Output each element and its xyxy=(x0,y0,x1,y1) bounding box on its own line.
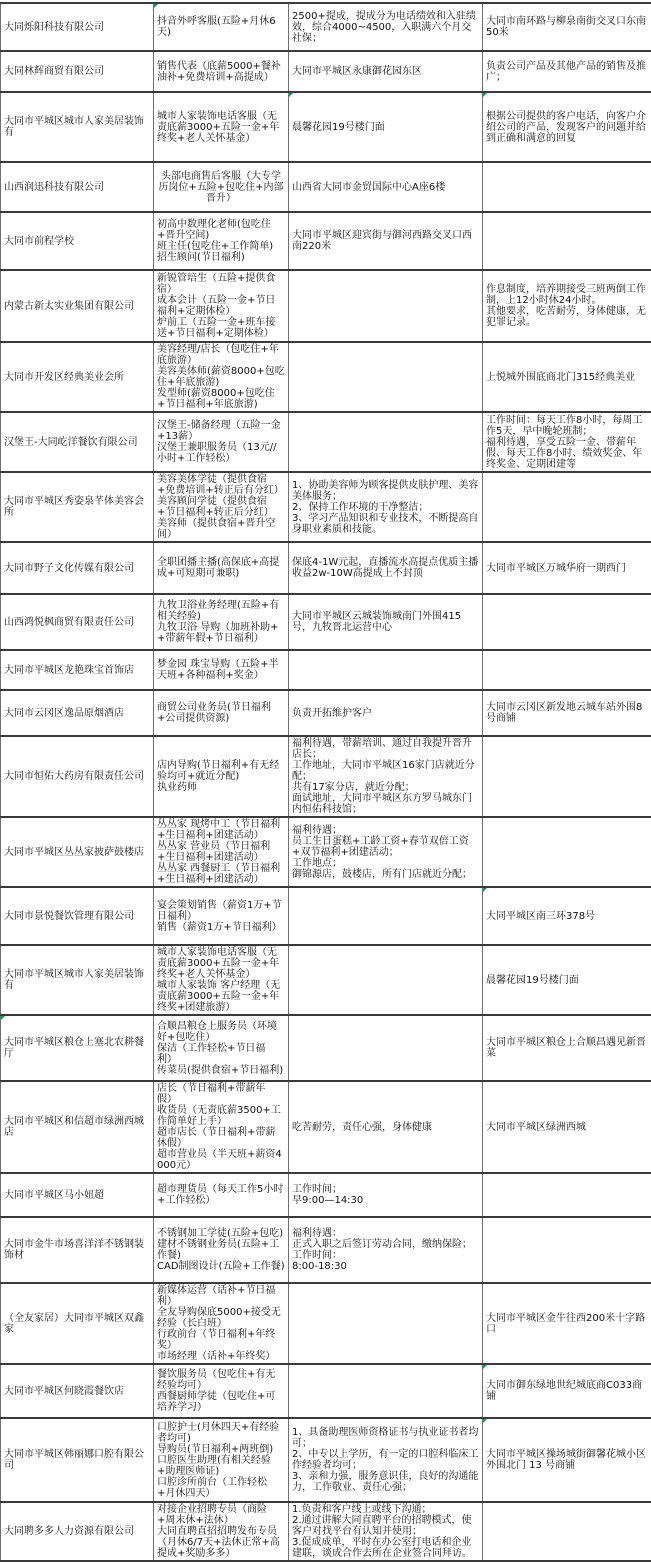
cell-text: 丛丛家 现烤中工（节日福利+生日福利+团建活动） 丛丛家 营业员（节日福利+生日福利+团建活动） 丛丛家 西餐厨工（节日福利+生日福利+团建活动） xyxy=(157,819,281,885)
company-name-cell[interactable] xyxy=(1,1173,154,1217)
cell-text: 根据公司提供的客户电话，向客户介绍公司的产品，发现客户的问题并给到正确和满意的回复 xyxy=(486,110,646,144)
job-listings-table xyxy=(0,2,651,1562)
cell-text: 大同市平城区粮仓上塞北农耕餐厅 xyxy=(4,1037,144,1059)
cell-text: 晨馨花园19号楼门面 xyxy=(486,974,579,986)
cell-text: 山西省大同市金贸国际中心A座6楼 xyxy=(292,181,446,193)
cell-text: 大同市平城区龙艳珠宝首饰店 xyxy=(4,664,134,676)
company-name-cell[interactable] xyxy=(1,736,154,817)
cell-text: 销售代表（底薪5000+餐补油补+免费培训+高提成） xyxy=(157,60,281,83)
address-cell[interactable] xyxy=(483,1283,651,1364)
cell-text: 大同聘多多人力资源有限公司 xyxy=(4,1526,134,1537)
job-detail-cell[interactable] xyxy=(289,736,483,817)
cell-text: 大同市平城区和信超市绿洲西城店 xyxy=(4,1116,144,1138)
cell-text: 大同平城区南三环378号 xyxy=(486,910,596,922)
position-benefits-cell[interactable] xyxy=(154,342,289,412)
position-benefits-cell[interactable] xyxy=(154,162,289,212)
company-name-cell[interactable] xyxy=(1,270,154,342)
cell-text: 1、协助美容师为顾客提供皮肤护理、美容美体服务； 2、保持工作环境的干净整洁； 3、学习产品知识和专业技术，不断提高自身职业素质和技能。 xyxy=(292,479,479,535)
cell-text: 大同市平城区城市人家美居装饰有 xyxy=(4,116,144,138)
table-row xyxy=(1,1173,651,1217)
table-row xyxy=(1,690,651,736)
cell-text: 大同市平城区永康御花园东区 xyxy=(292,66,422,77)
company-name-cell[interactable] xyxy=(1,887,154,945)
position-benefits-cell[interactable] xyxy=(154,650,289,690)
cell-text: 福利待遇： 正式入职之后签订劳动合同，缴纳保险； 工作时间： 8:00-18:30 xyxy=(292,1228,472,1272)
position-benefits-cell[interactable] xyxy=(154,92,289,162)
table-row xyxy=(1,945,651,1015)
cell-text: 晨馨花园19号楼门面 xyxy=(292,121,385,133)
cell-text: 上悦城外围底商北门315经典美业 xyxy=(486,371,636,383)
company-name-cell[interactable] xyxy=(1,162,154,212)
job-detail-cell[interactable] xyxy=(289,945,483,1015)
address-cell[interactable] xyxy=(483,650,651,690)
job-detail-cell[interactable] xyxy=(289,212,483,270)
table-row xyxy=(1,342,651,412)
company-name-cell[interactable] xyxy=(1,412,154,472)
company-name-cell[interactable] xyxy=(1,342,154,412)
cell-text: 大同市恒佑大药房有限责任公司 xyxy=(4,771,144,782)
position-benefits-cell[interactable] xyxy=(154,1173,289,1217)
cell-text: 工作时间：每天工作8小时，每周工作5天，早中晚轮班制； 福利待遇，享受五险一金、带薪年假、每天工作8小时、绩效奖金、年终奖金、定期团建等 xyxy=(486,414,643,470)
cell-text: 大同市平城区韩丽娜口腔有限公司 xyxy=(4,1449,144,1471)
table-row xyxy=(1,212,651,270)
position-benefits-cell[interactable] xyxy=(154,1217,289,1283)
company-name-cell[interactable] xyxy=(1,1217,154,1283)
address-cell[interactable] xyxy=(483,690,651,736)
cell-text: 大同市平城区丛丛家披萨鼓楼店 xyxy=(4,846,144,858)
company-name-cell[interactable] xyxy=(1,650,154,690)
cell-text: 大同市平城区秀姿泉芊体美容会所 xyxy=(4,496,144,518)
cell-text: 餐饮服务员（包吃住+有无经验均可） 西餐厨师学徒（包吃住+可培养学习） xyxy=(157,1369,276,1413)
cell-text: 抖音外呼客服(五险+月休6天) xyxy=(157,16,276,38)
address-cell[interactable] xyxy=(483,162,651,212)
table-row xyxy=(1,650,651,690)
table-row xyxy=(1,412,651,472)
cell-text: 大同市平城区万城华府一期西门 xyxy=(486,562,626,574)
cell-text: 大同市平城区云城装饰城南门外围415号，九牧晋北运营中心 xyxy=(292,611,462,633)
job-detail-cell[interactable] xyxy=(289,162,483,212)
position-benefits-cell[interactable] xyxy=(154,1364,289,1418)
company-name-cell[interactable] xyxy=(1,1081,154,1173)
address-cell[interactable] xyxy=(483,92,651,162)
address-cell[interactable] xyxy=(483,817,651,887)
cell-text: 大同烁阳科技有限公司 xyxy=(4,21,104,33)
cell-text: 大同市云冈区新发地云城车站外围8号商铺 xyxy=(486,702,643,724)
cell-text: 城市人家装饰电话客服（无责底薪3000+五险一金+年终奖+老人关怀基金） 城市人家装饰 客户经理（无责底薪3000+五险一金+年终奖+团建旅游） xyxy=(157,947,281,1013)
job-detail-cell[interactable] xyxy=(289,1015,483,1081)
company-name-cell[interactable] xyxy=(1,1364,154,1418)
table-row xyxy=(1,1364,651,1418)
cell-text: 1、具备助理医师资格证书与执业证书者均可； 2、中专以上学历，有一定的口腔科临床工作经验者均可； 3、亲和力强，服务意识佳，良好的沟通能力，工作敬业、责任心强； xyxy=(292,1427,479,1493)
job-detail-cell[interactable] xyxy=(289,472,483,542)
cell-text: 全职团播主播(高保底+高提成+可短期可兼职) xyxy=(157,557,280,579)
cell-text: 负责开拓维护客户 xyxy=(292,707,372,719)
company-name-cell[interactable] xyxy=(1,92,154,162)
cell-text: 店长（节日福利+带薪年假） 收货员（无责底薪3500+工作简单好上手） 超市店长（节日福利+带薪休假） 超市营业员（半天班+薪资4000元） xyxy=(157,1083,282,1171)
cell-text: 大同市金牛市场喜洋洋不锈钢装饰材 xyxy=(4,1239,144,1261)
cell-text: 大同市御东绿地世纪城底商C033商铺 xyxy=(486,1380,643,1402)
cell-text: 负责公司产品及其他产品的销售及推广； xyxy=(486,60,646,83)
job-detail-cell[interactable] xyxy=(289,412,483,472)
job-detail-cell[interactable] xyxy=(289,92,483,162)
cell-text: 合顺昌粮仓上服务员（环境好+包吃住） 保洁（工作轻松+节日福利） 传菜员(提供食宿+节日福利) xyxy=(157,1020,284,1076)
cell-text: 大同市平城区金牛往西200米十字路口 xyxy=(486,1312,646,1335)
address-cell[interactable] xyxy=(483,1418,651,1502)
position-benefits-cell[interactable] xyxy=(154,1015,289,1081)
cell-text: 梦金园 珠宝导购（五险+半天班+各种福利+奖金） xyxy=(157,659,279,681)
cell-text: 汉堡王-大同屹洋餐饮有限公司 xyxy=(4,436,138,448)
table-row xyxy=(1,542,651,594)
cell-text: 大同市平城区何晓霞餐饮店 xyxy=(4,1385,124,1397)
cell-text: 新媒体运营（话补+节日福利） 全友导购保底5000+接受无经验（长白班） 行政前台（节日福利+年终奖） 市场经理（话补+年终奖） xyxy=(157,1285,281,1362)
cell-text: 大同市平城区粮仓上合顺昌遇见新晋菜 xyxy=(486,1037,646,1059)
position-benefits-cell[interactable] xyxy=(154,270,289,342)
cell-text: （全友家居）大同市平城区双鑫家 xyxy=(4,1312,144,1335)
position-benefits-cell[interactable] xyxy=(154,51,289,92)
cell-text: 大同林辉商贸有限公司 xyxy=(4,66,104,77)
position-benefits-cell[interactable] xyxy=(154,1283,289,1364)
table-row xyxy=(1,1081,651,1173)
address-cell[interactable] xyxy=(483,472,651,542)
job-detail-cell[interactable] xyxy=(289,270,483,342)
cell-text: 大同市云冈区逸品原烟酒店 xyxy=(4,707,124,719)
position-benefits-cell[interactable] xyxy=(154,945,289,1015)
job-detail-cell[interactable] xyxy=(289,3,483,51)
table-row xyxy=(1,817,651,887)
cell-text: 大同市野子文化传媒有限公司 xyxy=(4,562,134,574)
table-row xyxy=(1,1283,651,1364)
table-row xyxy=(1,736,651,817)
address-cell[interactable] xyxy=(483,412,651,472)
job-detail-cell[interactable] xyxy=(289,1173,483,1217)
position-benefits-cell[interactable] xyxy=(154,1081,289,1173)
position-benefits-cell[interactable] xyxy=(154,472,289,542)
table-row xyxy=(1,92,651,162)
job-detail-cell[interactable] xyxy=(289,1418,483,1502)
address-cell[interactable] xyxy=(483,270,651,342)
cell-text: 大同市平城区迎宾街与御河西路交叉口西南220米 xyxy=(292,230,472,252)
company-name-cell[interactable] xyxy=(1,472,154,542)
position-benefits-cell[interactable] xyxy=(154,212,289,270)
table-row xyxy=(1,1015,651,1081)
cell-text: 山西鸿悦枫商贸有限责任公司 xyxy=(4,616,134,628)
company-name-cell[interactable] xyxy=(1,1418,154,1502)
job-detail-cell[interactable] xyxy=(289,887,483,945)
address-cell[interactable] xyxy=(483,51,651,92)
cell-text: 内蒙古新太实业集团有限公司 xyxy=(4,300,134,312)
cell-text: 大同市平城区绿洲西城 xyxy=(486,1121,586,1133)
job-detail-cell[interactable] xyxy=(289,342,483,412)
position-benefits-cell[interactable] xyxy=(154,594,289,650)
position-benefits-cell[interactable] xyxy=(154,3,289,51)
address-cell[interactable] xyxy=(483,212,651,270)
address-cell[interactable] xyxy=(483,1364,651,1418)
cell-text: 美容美体学徒（提供食宿+免费培训+转正后有分红） 美容顾问学徒（提供食宿+节日福利+转正后分红） 美容师（提供食宿+晋升空间） xyxy=(157,474,284,540)
address-cell[interactable] xyxy=(483,1015,651,1081)
job-detail-cell[interactable] xyxy=(289,1283,483,1364)
cell-text: 大同市景悦餐饮管理有限公司 xyxy=(4,910,134,922)
position-benefits-cell[interactable] xyxy=(154,887,289,945)
company-name-cell[interactable] xyxy=(1,51,154,92)
job-detail-cell[interactable] xyxy=(289,542,483,594)
cell-text: 商贸公司业务员(节日福利+公司提供资源) xyxy=(157,702,271,724)
cell-text: 1.负责和客户线上或线下沟通； 2.通过讲解大同直聘平台的招聘模式，使客户对找平台有认知并使用； 3.促成成单，平时在办公室打电话和企业建联，谈成合作去所在企业签合同拜访。 xyxy=(292,1504,472,1559)
company-name-cell[interactable] xyxy=(1,1283,154,1364)
job-detail-cell[interactable] xyxy=(289,1081,483,1173)
cell-text: 吃苦耐劳，责任心强，身体健康 xyxy=(292,1121,432,1133)
address-cell[interactable] xyxy=(483,3,651,51)
position-benefits-cell[interactable] xyxy=(154,690,289,736)
cell-text: 大同市开发区经典美业会所 xyxy=(4,371,124,383)
cell-text: 大同市平城区马小妞超 xyxy=(4,1189,104,1201)
position-benefits-cell[interactable] xyxy=(154,736,289,817)
cell-text: 头部电商售后客服（大专学历岗位+五险+包吃住+内部晋升） xyxy=(158,170,284,204)
position-benefits-cell[interactable] xyxy=(154,412,289,472)
cell-text: 初高中数理化老师(包吃住+晋升空间) 班主任(包吃住+工作简单) 招生顾问(节日福利) xyxy=(157,219,274,263)
job-detail-cell[interactable] xyxy=(289,650,483,690)
cell-text: 不锈钢加工学徒(五险+包吃) 建材不锈钢业务员(五险+工作餐) CAD制图设计(五险+工作餐) xyxy=(157,1228,285,1272)
job-detail-cell[interactable] xyxy=(289,817,483,887)
cell-text: 福利待遇，带薪培训、通过自我提升晋升店长； 工作地址，大同市平城区16家门店就近分配； 共有17家分店，就近分配； 面试地址，大同市平城区东方罗马城东门内恒佑科技馆； xyxy=(292,738,475,815)
address-cell[interactable] xyxy=(483,945,651,1015)
cell-text: 口腔护士(月休四天+有经验者均可) 导购员(节日福利+两班倒) 口腔医生助理(有相关经验+助理医师证) 口腔诊所前台（工作轻松+月休四天） xyxy=(157,1421,280,1499)
address-cell[interactable] xyxy=(483,1173,651,1217)
table-row xyxy=(1,51,651,92)
company-name-cell[interactable] xyxy=(1,1502,154,1561)
company-name-cell[interactable] xyxy=(1,690,154,736)
table-row xyxy=(1,1217,651,1283)
company-name-cell[interactable] xyxy=(1,594,154,650)
table-row xyxy=(1,3,651,51)
cell-text: 大同市南环路与柳泉南街交叉口东南50米 xyxy=(486,16,646,38)
table-row xyxy=(1,270,651,342)
cell-text: 九牧卫浴业务经理(五险+有相关经验) 九牧卫浴 导购（加班补助++带薪年假+节日福利） xyxy=(157,600,280,644)
cell-text: 大同市前程学校 xyxy=(4,235,74,247)
table-row xyxy=(1,162,651,212)
table-row xyxy=(1,1502,651,1561)
table-row xyxy=(1,1418,651,1502)
job-detail-cell[interactable] xyxy=(289,1502,483,1561)
cell-text: 作息制度，培养期接受三班两倒工作制，上12小时休24小时。 其他要求，吃苦耐劳，身体健康，无犯罪记录。 xyxy=(486,284,646,328)
company-name-cell[interactable] xyxy=(1,542,154,594)
job-detail-cell[interactable] xyxy=(289,1217,483,1283)
cell-text: 山西润迅科技有限公司 xyxy=(4,181,104,193)
address-cell[interactable] xyxy=(483,1217,651,1283)
company-name-cell[interactable] xyxy=(1,3,154,51)
cell-text: 大同市平城区操场城街御馨花城小区外围北门 13 号商铺 xyxy=(486,1449,646,1471)
job-detail-cell[interactable] xyxy=(289,51,483,92)
table-row xyxy=(1,887,651,945)
table-row xyxy=(1,594,651,650)
cell-text: 超市理货员（每天工作5小时+工作轻松） xyxy=(157,1184,284,1206)
cell-text: 福利待遇； 员工生日蛋糕+工龄工资+春节双倍工资+双节福利+团建活动； 工作地点； 御锦源店，鼓楼店，所有门店就近分配； xyxy=(292,824,472,880)
cell-text: 城市人家装饰电话客服（无责底薪3000+五险一金+年终奖+老人关怀基金） xyxy=(157,110,280,144)
address-cell[interactable] xyxy=(483,594,651,650)
cell-text: 汉堡王-储备经理（五险一金+13薪） 汉堡王兼职服务员（13元//小时+工作轻松） xyxy=(157,420,281,464)
address-cell[interactable] xyxy=(483,542,651,594)
cell-text: 美容经理/店长（包吃住+年底旅游） 美容美体师(薪资8000+包吃住+年底旅游) 发型师(薪资8000+包吃住+节日福利+年底旅游) xyxy=(157,344,285,410)
address-cell[interactable] xyxy=(483,1502,651,1561)
job-detail-cell[interactable] xyxy=(289,690,483,736)
cell-text: 店内导购(节日福利+有无经验均可+就近分配) 执业药师 xyxy=(157,760,280,793)
table-row xyxy=(1,472,651,542)
cell-text: 保底4-1W元起，直播流水高提点优质主播收益2w-10W高提成上不封顶 xyxy=(292,557,479,579)
cell-text: 对接企业招聘专员（商险+周末休+法休） 大同直聘直招招聘发布专员（月休6/7天+法休正常+高提成+奖励多多） xyxy=(157,1504,280,1559)
company-name-cell[interactable] xyxy=(1,212,154,270)
company-name-cell[interactable] xyxy=(1,1015,154,1081)
address-cell[interactable] xyxy=(483,887,651,945)
position-benefits-cell[interactable] xyxy=(154,542,289,594)
job-detail-cell[interactable] xyxy=(289,594,483,650)
cell-text: 新锐管培生（五险+提供食宿） 成本会计（五险一金+节日福利+定期体检） 炉前工（五险一金+班车接送+节日福利+定期体检） xyxy=(157,273,276,339)
cell-text: 大同市平城区城市人家美居装饰有 xyxy=(4,969,144,991)
address-cell[interactable] xyxy=(483,736,651,817)
cell-text: 宴会策划销售（薪资1万+节日福利） 销售（薪资1万+节日福利） xyxy=(157,899,282,933)
address-cell[interactable] xyxy=(483,342,651,412)
cell-text: 2500+提成，提成分为电话绩效和入驻绩效，综合4000~4500，入职满六个月交社保； xyxy=(292,10,476,44)
cell-text: 工作时间； 早9:00—14:30 xyxy=(292,1184,364,1206)
position-benefits-cell[interactable] xyxy=(154,1502,289,1561)
address-cell[interactable] xyxy=(483,1081,651,1173)
company-name-cell[interactable] xyxy=(1,817,154,887)
job-detail-cell[interactable] xyxy=(289,1364,483,1418)
position-benefits-cell[interactable] xyxy=(154,1418,289,1502)
company-name-cell[interactable] xyxy=(1,945,154,1015)
position-benefits-cell[interactable] xyxy=(154,817,289,887)
